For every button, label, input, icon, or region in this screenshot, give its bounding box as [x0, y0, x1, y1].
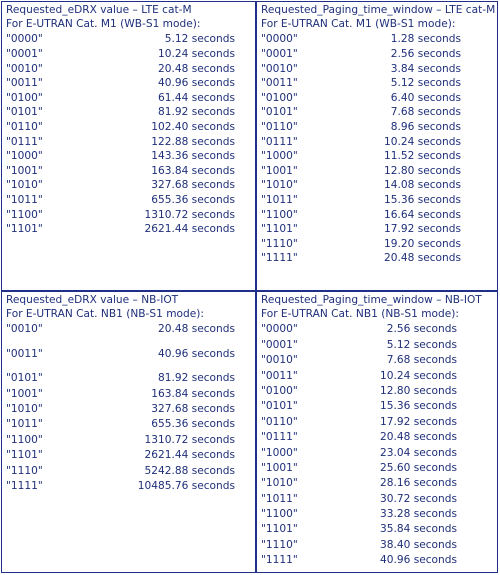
- value-row: [261, 62, 497, 77]
- bit-code: "0011": [6, 77, 43, 90]
- bit-code: "0011": [261, 369, 298, 382]
- bit-code: "1001": [6, 387, 43, 400]
- duration-value: 655.36 seconds: [151, 193, 235, 206]
- value-row: [6, 62, 253, 77]
- duration-value: 81.92 seconds: [158, 372, 235, 385]
- edrx-table: [1, 1, 498, 573]
- duration-value: 20.48 seconds: [380, 431, 457, 444]
- value-row: [6, 105, 253, 120]
- duration-value: 2.56 seconds: [390, 48, 461, 60]
- value-row: [261, 193, 497, 208]
- cell-subtitle: For E-UTRAN Cat. NB1 (NB-S1 mode):: [261, 308, 459, 321]
- value-list: [6, 32, 253, 236]
- bit-code: "0110": [261, 415, 298, 428]
- duration-value: 20.48 seconds: [158, 323, 235, 336]
- bit-code: "1010": [6, 402, 43, 415]
- bit-code: "0001": [6, 48, 43, 60]
- value-row: [6, 433, 253, 448]
- bit-code: "1010": [261, 179, 298, 192]
- column-divider: [255, 2, 257, 572]
- value-row: [261, 538, 497, 553]
- bit-code: "0101": [6, 106, 43, 119]
- bit-code: "0010": [261, 62, 298, 75]
- bit-code: "1100": [261, 508, 298, 521]
- value-list: [261, 32, 497, 266]
- duration-value: 8.96 seconds: [390, 120, 461, 133]
- bit-code: "1110": [6, 464, 43, 477]
- duration-value: 15.36 seconds: [380, 400, 457, 413]
- value-row: [261, 430, 497, 445]
- duration-value: 2.56 seconds: [386, 323, 457, 336]
- bit-code: "1110": [261, 538, 298, 551]
- cell-ptw-lte-catm: [261, 3, 497, 266]
- bit-code: "0011": [261, 77, 298, 90]
- duration-value: 2621.44 seconds: [144, 449, 235, 462]
- value-row: [6, 32, 253, 47]
- bit-code: "1101": [261, 223, 298, 236]
- bit-code: "1110": [261, 237, 298, 250]
- duration-value: 40.96 seconds: [380, 554, 457, 567]
- duration-value: 327.68 seconds: [151, 402, 235, 415]
- value-row: [6, 479, 253, 494]
- bit-code: "0001": [261, 48, 298, 60]
- duration-value: 30.72 seconds: [380, 492, 457, 505]
- value-row: [261, 47, 497, 62]
- cell-ptw-nbiot: [261, 293, 497, 569]
- bit-code: "0100": [6, 91, 43, 104]
- value-row: [6, 178, 253, 193]
- duration-value: 16.64 seconds: [384, 208, 461, 221]
- duration-value: 38.40 seconds: [380, 538, 457, 551]
- duration-value: 40.96 seconds: [158, 347, 235, 360]
- duration-value: 12.80 seconds: [380, 384, 457, 397]
- value-row: [261, 415, 497, 430]
- cell-title: Requested_eDRX value – NB-IOT: [6, 294, 179, 306]
- cell-title: Requested_Paging_time_window – NB-IOT: [261, 294, 482, 306]
- duration-value: 1310.72 seconds: [144, 208, 235, 221]
- value-row: [261, 135, 497, 150]
- bit-code: "1000": [261, 150, 298, 163]
- bit-code: "1001": [261, 461, 298, 474]
- bit-code: "0000": [261, 33, 298, 46]
- duration-value: 10.24 seconds: [158, 48, 235, 60]
- value-row: [261, 369, 497, 384]
- duration-value: 102.40 seconds: [151, 120, 235, 133]
- duration-value: 1.28 seconds: [390, 33, 461, 46]
- bit-code: "0001": [261, 338, 298, 351]
- bit-code: "1011": [6, 193, 43, 206]
- duration-value: 1310.72 seconds: [144, 433, 235, 446]
- value-row: [261, 76, 497, 91]
- bit-code: "1111": [261, 252, 298, 265]
- value-list: [261, 322, 497, 568]
- duration-value: 19.20 seconds: [384, 237, 461, 250]
- value-row: [6, 149, 253, 164]
- duration-value: 40.96 seconds: [158, 77, 235, 90]
- duration-value: 12.80 seconds: [384, 164, 461, 177]
- value-row: [6, 91, 253, 106]
- duration-value: 163.84 seconds: [151, 164, 235, 177]
- duration-value: 23.04 seconds: [380, 446, 457, 459]
- value-row: [261, 322, 497, 337]
- bit-code: "1011": [261, 492, 298, 505]
- value-row: [6, 347, 253, 362]
- value-row: [261, 149, 497, 164]
- bit-code: "0110": [6, 120, 43, 133]
- duration-value: 33.28 seconds: [380, 508, 457, 521]
- value-row: [261, 251, 497, 266]
- value-row: [261, 237, 497, 252]
- value-row: [261, 338, 497, 353]
- bit-code: "0101": [261, 106, 298, 119]
- value-row: [6, 47, 253, 62]
- cell-title: Requested_eDRX value – LTE cat-M: [6, 4, 192, 16]
- bit-code: "0011": [6, 347, 43, 360]
- bit-code: "0010": [6, 62, 43, 75]
- value-list: [6, 322, 253, 494]
- bit-code: "1000": [261, 446, 298, 459]
- bit-code: "1010": [6, 179, 43, 192]
- value-row: [261, 522, 497, 537]
- value-row: [6, 76, 253, 91]
- duration-value: 143.36 seconds: [151, 150, 235, 163]
- value-row: [6, 387, 253, 402]
- bit-code: "0010": [261, 354, 298, 367]
- cell-subtitle: For E-UTRAN Cat. M1 (WB-S1 mode):: [6, 18, 201, 31]
- bit-code: "0000": [6, 33, 43, 46]
- value-row: [6, 222, 253, 237]
- value-row: [261, 492, 497, 507]
- duration-value: 7.68 seconds: [390, 106, 461, 119]
- duration-value: 163.84 seconds: [151, 387, 235, 400]
- value-row: [261, 120, 497, 135]
- value-row: [6, 208, 253, 223]
- duration-value: 11.52 seconds: [384, 150, 461, 163]
- bit-code: "0000": [261, 323, 298, 336]
- duration-value: 327.68 seconds: [151, 179, 235, 192]
- value-row: [261, 461, 497, 476]
- value-row: [6, 135, 253, 150]
- duration-value: 6.40 seconds: [390, 91, 461, 104]
- bit-code: "0111": [6, 135, 43, 148]
- bit-code: "1111": [6, 479, 43, 492]
- duration-value: 10485.76 seconds: [137, 479, 235, 492]
- value-row: [6, 448, 253, 463]
- value-row: [261, 507, 497, 522]
- duration-value: 10.24 seconds: [380, 369, 457, 382]
- bit-code: "1011": [261, 193, 298, 206]
- value-row: [261, 91, 497, 106]
- duration-value: 5.12 seconds: [390, 77, 461, 90]
- value-row: [261, 208, 497, 223]
- bit-code: "1001": [261, 164, 298, 177]
- value-row: [6, 417, 253, 432]
- duration-value: 14.08 seconds: [384, 179, 461, 192]
- bit-code: "1010": [261, 477, 298, 490]
- value-row: [261, 222, 497, 237]
- cell-subtitle: For E-UTRAN Cat. NB1 (NB-S1 mode):: [6, 308, 204, 321]
- value-row: [261, 476, 497, 491]
- cell-edrx-lte-catm: [6, 3, 253, 237]
- bit-code: "0101": [6, 372, 43, 385]
- duration-value: 2621.44 seconds: [144, 223, 235, 236]
- duration-value: 20.48 seconds: [158, 62, 235, 75]
- bit-code: "0101": [261, 400, 298, 413]
- bit-code: "1100": [261, 208, 298, 221]
- value-row: [261, 105, 497, 120]
- bit-code: "1101": [6, 223, 43, 236]
- duration-value: 25.60 seconds: [380, 461, 457, 474]
- value-row: [261, 32, 497, 47]
- bit-code: "1001": [6, 164, 43, 177]
- duration-value: 10.24 seconds: [384, 135, 461, 148]
- value-row: [261, 353, 497, 368]
- duration-value: 5.12 seconds: [386, 338, 457, 351]
- duration-value: 15.36 seconds: [384, 193, 461, 206]
- duration-value: 3.84 seconds: [390, 62, 461, 75]
- duration-value: 655.36 seconds: [151, 418, 235, 431]
- duration-value: 17.92 seconds: [384, 223, 461, 236]
- value-row: [6, 371, 253, 386]
- bit-code: "0111": [261, 135, 298, 148]
- cell-edrx-nbiot: [6, 293, 253, 494]
- duration-value: 7.68 seconds: [386, 354, 457, 367]
- value-row: [6, 193, 253, 208]
- value-row: [6, 464, 253, 479]
- value-row: [6, 402, 253, 417]
- duration-value: 28.16 seconds: [380, 477, 457, 490]
- duration-value: 17.92 seconds: [380, 415, 457, 428]
- bit-code: "1000": [6, 150, 43, 163]
- bit-code: "1011": [6, 418, 43, 431]
- duration-value: 61.44 seconds: [158, 91, 235, 104]
- value-row: [6, 322, 253, 337]
- duration-value: 81.92 seconds: [158, 106, 235, 119]
- bit-code: "1101": [6, 449, 43, 462]
- value-row: [261, 399, 497, 414]
- duration-value: 5242.88 seconds: [144, 464, 235, 477]
- value-row: [261, 446, 497, 461]
- value-row: [261, 178, 497, 193]
- bit-code: "0010": [6, 323, 43, 336]
- bit-code: "0110": [261, 120, 298, 133]
- bit-code: "0100": [261, 91, 298, 104]
- bit-code: "1101": [261, 523, 298, 536]
- value-row: [261, 164, 497, 179]
- row-divider: [2, 290, 497, 292]
- duration-value: 122.88 seconds: [151, 135, 235, 148]
- duration-value: 20.48 seconds: [384, 252, 461, 265]
- cell-subtitle: For E-UTRAN Cat. M1 (WB-S1 mode):: [261, 18, 456, 31]
- bit-code: "0111": [261, 431, 298, 444]
- duration-value: 35.84 seconds: [380, 523, 457, 536]
- value-row: [261, 384, 497, 399]
- value-row: [261, 553, 497, 568]
- bit-code: "1111": [261, 554, 298, 567]
- cell-title: Requested_Paging_time_window – LTE cat-M: [261, 4, 496, 16]
- bit-code: "0100": [261, 384, 298, 397]
- duration-value: 5.12 seconds: [164, 33, 235, 46]
- bit-code: "1100": [6, 433, 43, 446]
- value-row: [6, 120, 253, 135]
- bit-code: "1100": [6, 208, 43, 221]
- value-row: [6, 164, 253, 179]
